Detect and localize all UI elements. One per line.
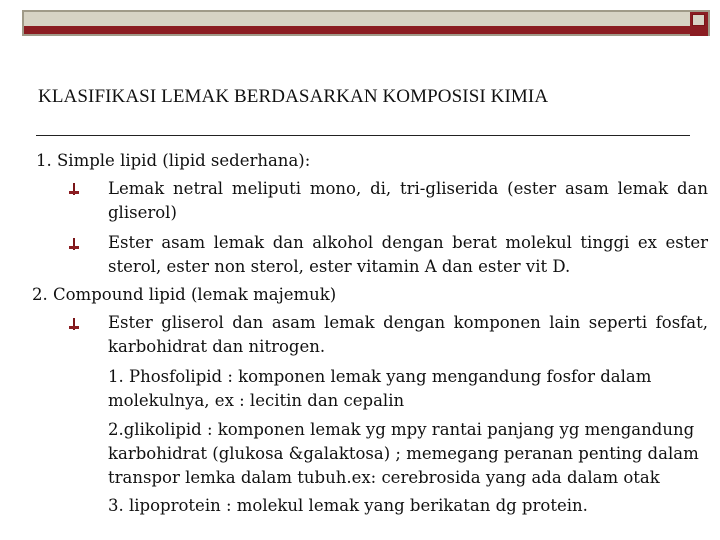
item-2-line-2: karbohidrat (glukosa &galaktosa) ; memegang peranan penting dalam [108, 444, 699, 463]
item-3-line-1: 3. lipoprotein : molekul lemak yang berikatan dg protein. [108, 496, 588, 515]
bullet-2-line-1: Ester asam lemak dan alkohol dengan berat molekul tinggi ex ester [108, 233, 708, 252]
bullet-1-line-1: Lemak netral meliputi mono, di, tri-gliserida (ester asam lemak dan [108, 179, 708, 198]
item-1-line-1: 1. Phosfolipid : komponen lemak yang mengandung fosfor dalam [108, 367, 652, 386]
bullet-icon [69, 183, 79, 195]
header-corner-square [692, 14, 705, 26]
bullet-2-line-2: sterol, ester non sterol, ester vitamin A dan ester vit D. [108, 257, 571, 276]
slide-title: KLASIFIKASI LEMAK BERDASARKAN KOMPOSISI KIMIA [38, 86, 549, 107]
section-1-heading: 1. Simple lipid (lipid sederhana): [36, 151, 311, 170]
header-stripe [24, 26, 708, 34]
bullet-icon [69, 238, 79, 250]
bullet-3-line-1: Ester gliserol dan asam lemak dengan komponen lain seperti fosfat, [108, 313, 708, 332]
header-corner-block [690, 12, 708, 36]
title-underline [36, 135, 690, 136]
header-bar [22, 10, 710, 36]
item-2-line-1: 2.glikolipid : komponen lemak yg mpy rantai panjang yg mengandung [108, 420, 695, 439]
item-2-line-3: transpor lemka dalam tubuh.ex: cerebrosida yang ada dalam otak [108, 468, 660, 487]
section-2-heading: 2. Compound lipid (lemak majemuk) [32, 285, 337, 304]
bullet-1-line-2: gliserol) [108, 203, 177, 222]
bullet-3-line-2: karbohidrat dan nitrogen. [108, 337, 326, 356]
item-1-line-2: molekulnya, ex : lecitin dan cepalin [108, 391, 405, 410]
bullet-icon [69, 318, 79, 330]
